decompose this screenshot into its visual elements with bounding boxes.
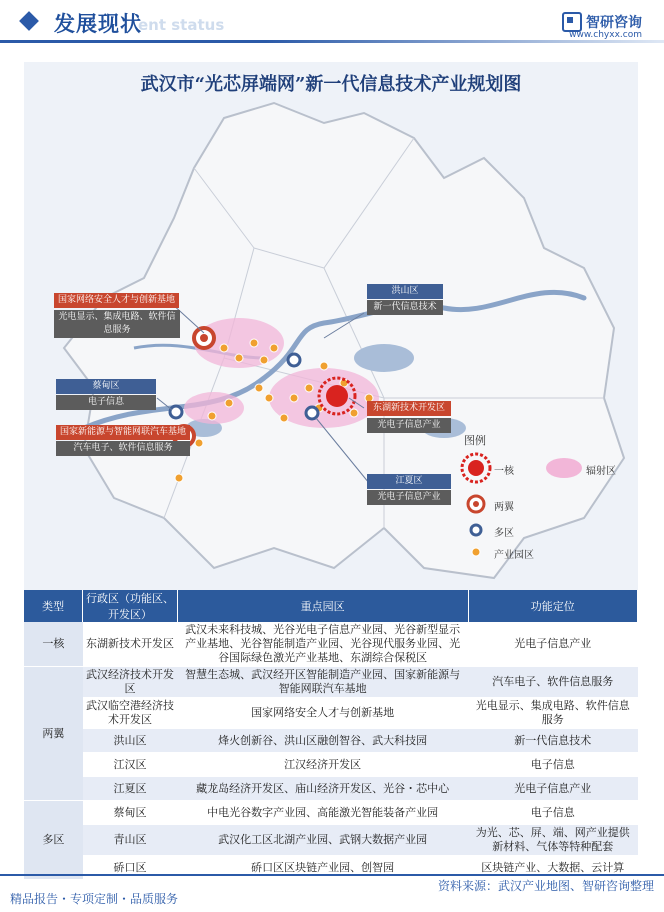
function-cell: 光电子信息产业 (468, 622, 638, 667)
table-row (24, 801, 638, 825)
district-cell: 江夏区 (83, 777, 177, 801)
district-cell: 硚口区 (83, 856, 177, 880)
label-jiangxia-title: 江夏区 (367, 474, 451, 489)
table-row (24, 698, 638, 729)
function-cell: 电子信息 (468, 753, 638, 777)
district-cell: 青山区 (83, 825, 177, 856)
parks-cell: 国家网络安全人才与创新基地 (177, 698, 468, 729)
label-hongshan-title: 洪山区 (367, 284, 443, 299)
footer-source: 资料来源：武汉产业地图、智研咨询整理 (437, 879, 654, 893)
function-cell: 区块链产业、大数据、云计算 (468, 856, 638, 880)
city-boundary (64, 103, 624, 578)
logo-icon (562, 12, 582, 32)
footer-slogan: 精品报告・专项定制・品质服务 (10, 892, 179, 906)
label-wangluo-sub: 光电显示、集成电路、软件信息服务 (54, 310, 180, 338)
function-cell: 为光、芯、屏、端、网产业提供新材料、气体等特种配套 (468, 825, 638, 856)
label-jiangxia-sub: 光电子信息产业 (367, 490, 451, 505)
map-area (24, 98, 638, 594)
header-parks: 重点园区 (177, 590, 468, 622)
footer-divider (0, 874, 664, 876)
wing-marker (200, 334, 208, 342)
table-row (24, 667, 638, 698)
table-row (24, 729, 638, 753)
function-cell: 汽车电子、软件信息服务 (468, 667, 638, 698)
section-title: 发展现状 (54, 12, 142, 36)
legend-core-label: 一核 (494, 466, 514, 477)
legend-radiate-mark (546, 458, 582, 478)
label-wangluo-title: 国家网络安全人才与创新基地 (54, 293, 179, 308)
planning-table (24, 590, 638, 880)
logo-name: 智研咨询 (586, 15, 642, 31)
parks-cell: 江汉经济开发区 (177, 753, 468, 777)
function-cell: 光电子信息产业 (468, 777, 638, 801)
table-row (24, 753, 638, 777)
label-caidian-title: 蔡甸区 (56, 379, 156, 394)
function-cell: 新一代信息技术 (468, 729, 638, 753)
label-xinnengyuan-sub: 汽车电子、软件信息服务 (56, 441, 190, 456)
diamond-icon (19, 11, 39, 31)
district-cell: 蔡甸区 (83, 801, 177, 825)
district-cell: 武汉临空港经济技术开发区 (83, 698, 177, 729)
district-cell: 洪山区 (83, 729, 177, 753)
function-cell: 电子信息 (468, 801, 638, 825)
label-hongshan-sub: 新一代信息技术 (367, 300, 443, 315)
parks-cell: 烽火创新谷、洪山区融创智谷、武大科技园 (177, 729, 468, 753)
label-caidian-sub: 电子信息 (56, 395, 156, 410)
district-cell: 东湖新技术开发区 (83, 622, 177, 667)
type-cell: 一核 (24, 622, 83, 667)
parks-cell: 武汉化工区北湖产业园、武钢大数据产业园 (177, 825, 468, 856)
logo-url: www.chyxx.com (569, 30, 642, 40)
header-type: 类型 (24, 590, 83, 622)
district-cell: 江汉区 (83, 753, 177, 777)
legend-wing-label: 两翼 (494, 502, 514, 513)
table-row (24, 825, 638, 856)
table-row (24, 777, 638, 801)
legend-title: 图例 (464, 434, 486, 447)
district-cell: 武汉经济技术开发区 (83, 667, 177, 698)
type-cell: 两翼 (24, 667, 83, 801)
parks-cell: 武汉未来科技城、光谷光电子信息产业园、光谷新型显示产业基地、光谷智能制造产业园、光谷现代服务业园、光谷国际绿色激光产业基地、东湖综合保税区 (177, 622, 468, 667)
header-underline (0, 40, 664, 43)
parks-cell: 硚口区区块链产业园、创智园 (177, 856, 468, 880)
core-marker (326, 385, 348, 407)
map-title: 武汉市“光芯屏端网”新一代信息技术产业规划图 (140, 74, 522, 95)
header-function: 功能定位 (468, 590, 638, 622)
table-header-row (24, 590, 638, 622)
parks-cell: 藏龙岛经济开发区、庙山经济开发区、光谷・芯中心 (177, 777, 468, 801)
table-row (24, 622, 638, 667)
page-footer (0, 872, 664, 912)
label-donghu-sub: 光电子信息产业 (367, 418, 451, 433)
section-subtitle-ghost: ent status (138, 16, 225, 34)
legend-park-label: 产业园区 (494, 550, 534, 561)
legend-core-mark (468, 460, 484, 476)
header-district: 行政区（功能区、开发区） (83, 590, 177, 622)
wuhan-map (24, 98, 638, 594)
type-cell: 多区 (24, 801, 83, 880)
legend-multi-label: 多区 (494, 528, 514, 539)
legend-radiate-label: 辐射区 (586, 466, 616, 477)
legend-park-mark (472, 548, 480, 556)
label-xinnengyuan-title: 国家新能源与智能网联汽车基地 (56, 425, 190, 440)
brand-logo (562, 12, 642, 32)
label-donghu-title: 东湖新技术开发区 (367, 401, 451, 416)
legend-multi-mark (471, 525, 481, 535)
parks-cell: 中电光谷数字产业园、高能激光智能装备产业园 (177, 801, 468, 825)
parks-cell: 智慧生态城、武汉经开区智能制造产业园、国家新能源与智能网联汽车基地 (177, 667, 468, 698)
function-cell: 光电显示、集成电路、软件信息服务 (468, 698, 638, 729)
